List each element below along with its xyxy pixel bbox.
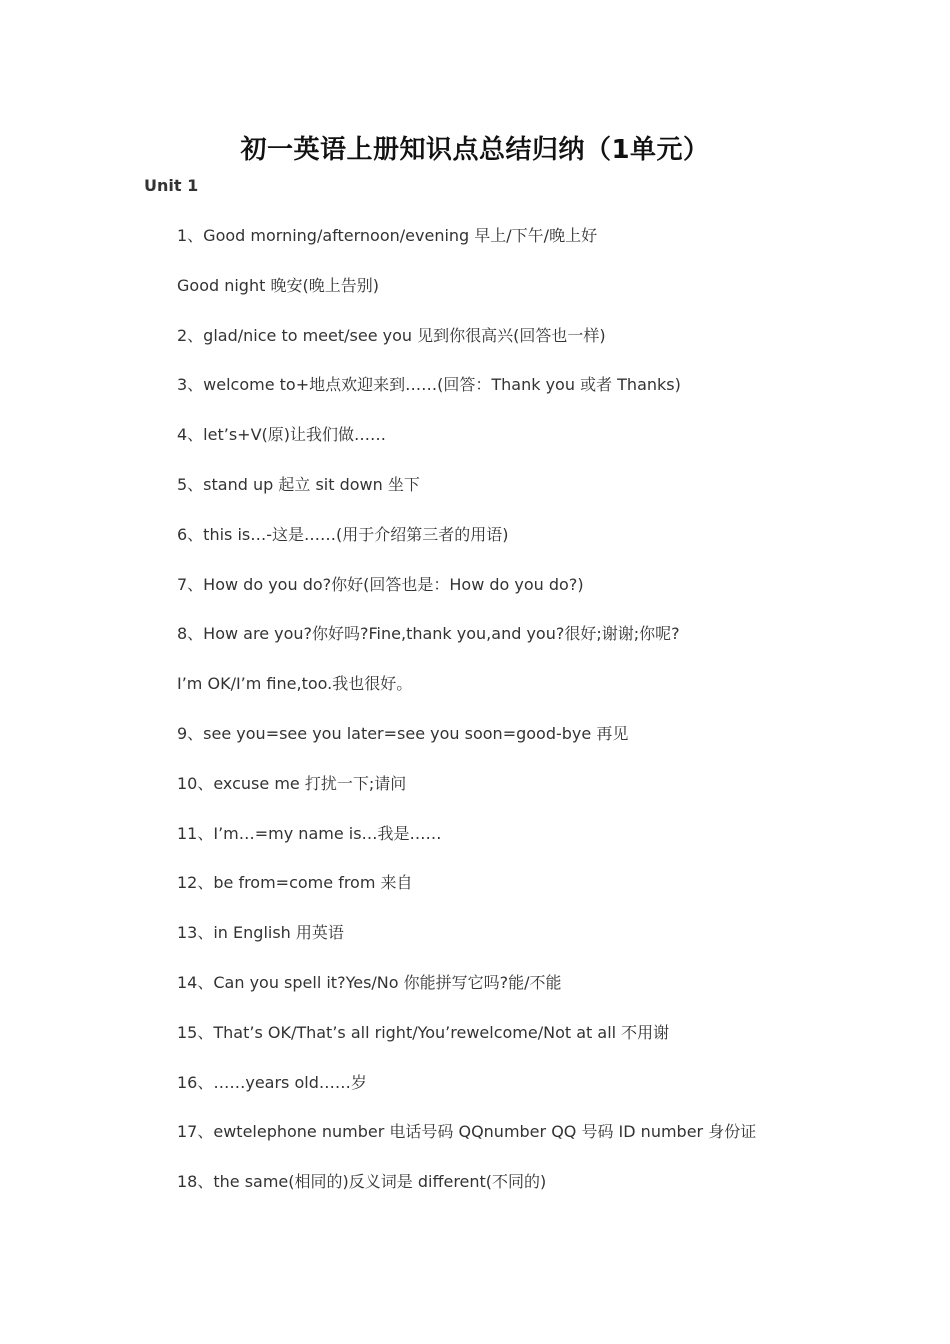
knowledge-point: 9、see you=see you later=see you soon=good-bye 再见 xyxy=(177,723,629,743)
knowledge-point: 10、excuse me 打扰一下;请问 xyxy=(177,773,407,793)
knowledge-point: 6、this is…-这是……(用于介绍第三者的用语) xyxy=(177,524,509,544)
knowledge-point: 4、let’s+V(原)让我们做…… xyxy=(177,425,387,445)
knowledge-point: 12、be from=come from 来自 xyxy=(177,873,413,893)
knowledge-point: I’m OK/I’m fine,too.我也很好。 xyxy=(177,674,413,694)
knowledge-point: 17、ewtelephone number 电话号码 QQnumber QQ 号码 ID number 身份证 xyxy=(177,1122,757,1142)
knowledge-point: Good night 晚安(晚上告别) xyxy=(177,275,379,295)
knowledge-point: 11、I’m…=my name is…我是…… xyxy=(177,823,442,843)
knowledge-point: 7、How do you do?你好(回答也是：How do you do?) xyxy=(177,574,584,594)
knowledge-point: 15、That’s OK/That’s all right/You’rewelcome/Not at all 不用谢 xyxy=(177,1022,670,1042)
knowledge-point-list xyxy=(177,224,756,1220)
knowledge-point: 3、welcome to+地点欢迎来到……(回答：Thank you 或者 Thanks) xyxy=(177,375,681,395)
knowledge-point: 5、stand up 起立 sit down 坐下 xyxy=(177,474,420,494)
knowledge-point: 8、How are you?你好吗?Fine,thank you,and you?很好;谢谢;你呢? xyxy=(177,624,680,644)
knowledge-point: 16、……years old……岁 xyxy=(177,1072,367,1092)
knowledge-point: 1、Good morning/afternoon/evening 早上/下午/晚上好 xyxy=(177,226,598,245)
knowledge-point: 13、in English 用英语 xyxy=(177,923,344,943)
document-title: 初一英语上册知识点总结归纳（1单元） xyxy=(240,135,710,165)
knowledge-point: 18、the same(相同的)反义词是 different(不同的) xyxy=(177,1172,547,1192)
unit-heading: Unit 1 xyxy=(144,176,199,195)
knowledge-point: 14、Can you spell it?Yes/No 你能拼写它吗?能/不能 xyxy=(177,972,562,992)
knowledge-point: 2、glad/nice to meet/see you 见到你很高兴(回答也一样) xyxy=(177,325,606,345)
